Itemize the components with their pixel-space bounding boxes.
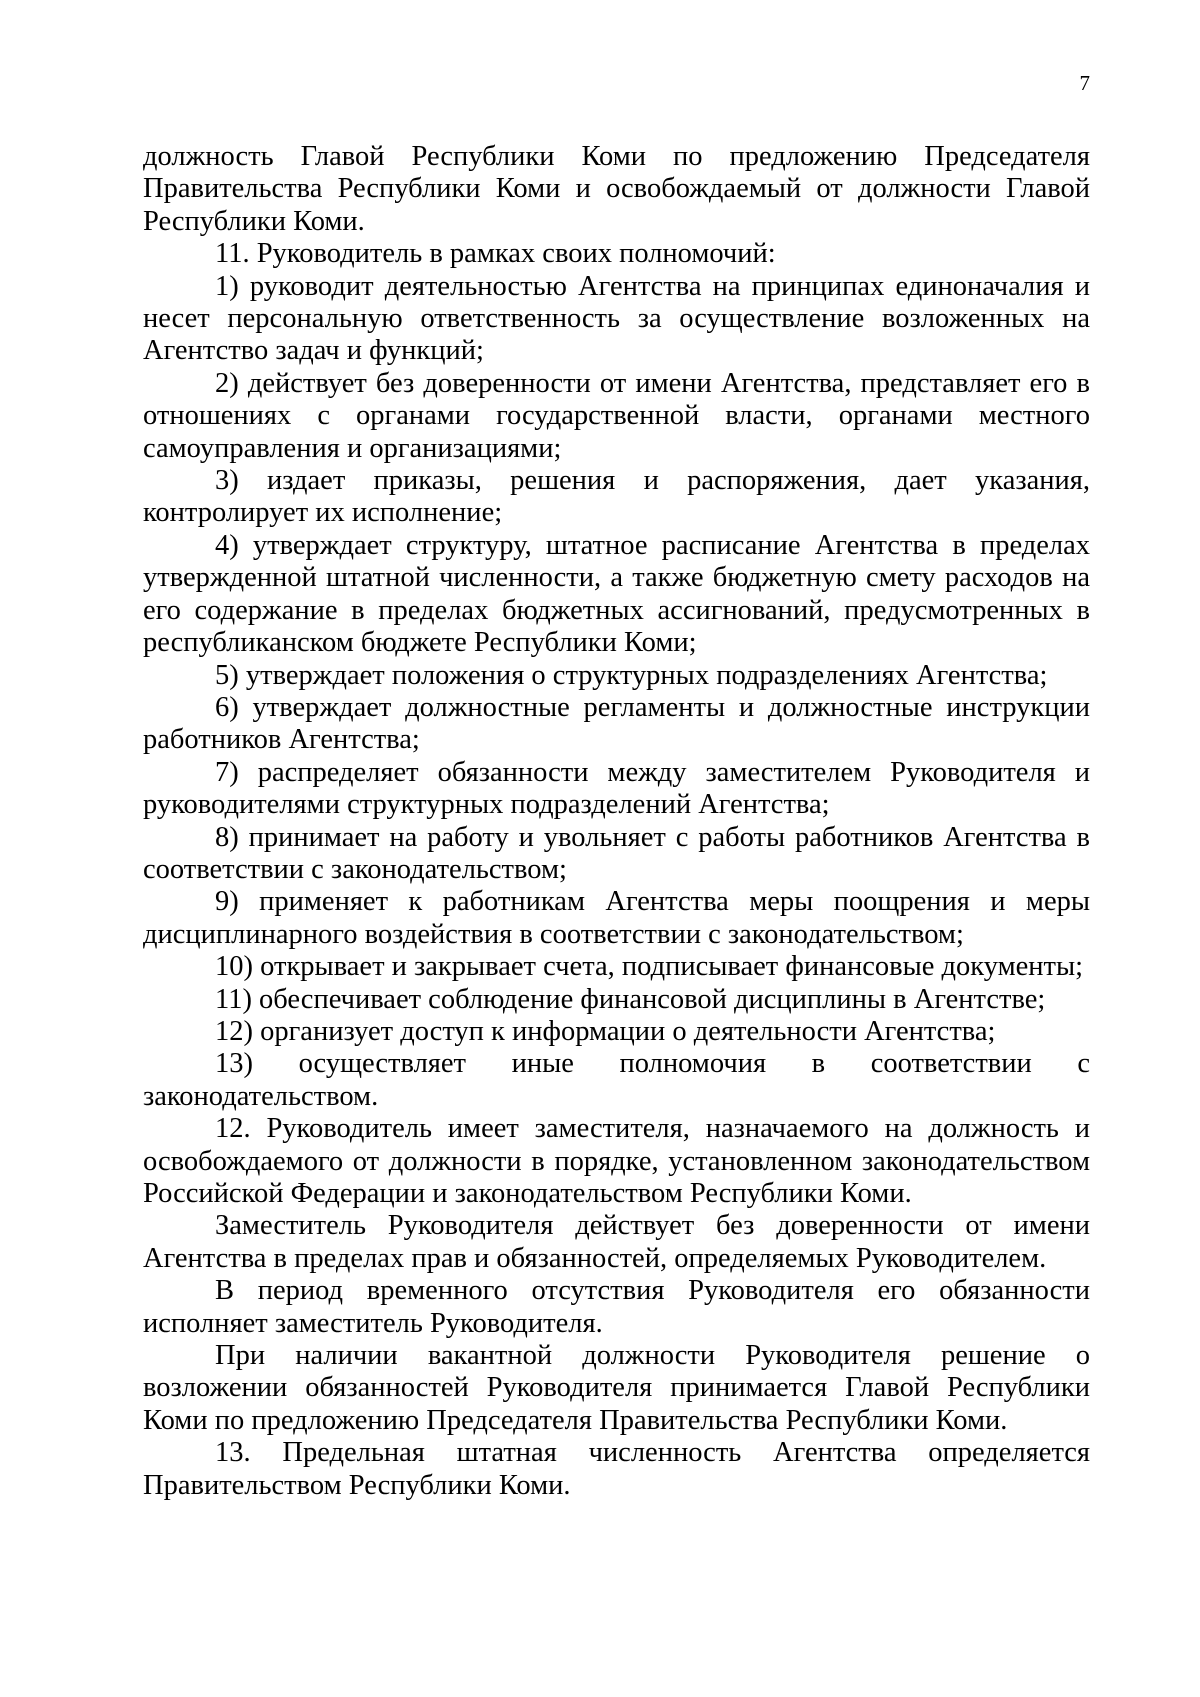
list-item-11-4: 4) утверждает структуру, штатное расписание Агентства в пределах утвержденной штатной численности, а также бюджетную смету расходов на его содержание в пределах бюджетных ассигнований, предусмотренных в республиканском бюджете Республики Коми; bbox=[143, 529, 1090, 659]
paragraph-deputy-acts: Заместитель Руководителя действует без доверенности от имени Агентства в пределах прав и обязанностей, определяемых Руководителем. bbox=[143, 1210, 1090, 1274]
list-item-11-5: 5) утверждает положения о структурных подразделениях Агентства; bbox=[215, 659, 1048, 691]
list-item-11-1: 1) руководит деятельностью Агентства на принципах единоначалия и несет персональную ответственность за осуществление возложенных на Агентство задач и функций; bbox=[143, 270, 1090, 367]
list-item-11-2: 2) действует без доверенности от имени Агентства, представляет его в отношениях с органами государственной власти, органами местного самоуправления и организациями; bbox=[143, 367, 1090, 464]
list-item-11-3: 3) издает приказы, решения и распоряжения, дает указания, контролирует их исполнение; bbox=[143, 465, 1090, 529]
list-item-11-6: 6) утверждает должностные регламенты и должностные инструкции работников Агентства; bbox=[143, 691, 1090, 756]
paragraph-13-staff-limit: 13. Предельная штатная численность Агентства определяется Правительством Республики Коми. bbox=[143, 1437, 1090, 1501]
list-item-11-11: 11) обеспечивает соблюдение финансовой дисциплины в Агентстве; bbox=[215, 983, 1046, 1015]
paragraph-appointment-continuation: должность Главой Республики Коми по предложению Председателя Правительства Республики Коми и освобождаемый от должности Главой Республики Коми. bbox=[143, 141, 1090, 237]
paragraph-11-head-powers: 11. Руководитель в рамках своих полномочий: bbox=[215, 238, 776, 270]
paragraph-vacant-position: При наличии вакантной должности Руководителя решение о возложении обязанностей Руководителя принимается Главой Республики Коми по предложению Председателя Правительства Республики Коми. bbox=[143, 1340, 1090, 1436]
list-item-11-9: 9) применяет к работникам Агентства меры поощрения и меры дисциплинарного воздействия в соответствии с законодательством; bbox=[143, 886, 1090, 950]
list-item-11-12: 12) организует доступ к информации о деятельности Агентства; bbox=[215, 1015, 996, 1047]
list-item-11-13: 13) осуществляет иные полномочия в соответствии с законодательством. bbox=[143, 1048, 1090, 1112]
page-number: 7 bbox=[1079, 71, 1090, 95]
document-body bbox=[143, 141, 1090, 1502]
list-item-11-7: 7) распределяет обязанности между заместителем Руководителя и руководителями структурных подразделений Агентства; bbox=[143, 756, 1090, 821]
paragraph-12-deputy: 12. Руководитель имеет заместителя, назначаемого на должность и освобождаемого от должности в порядке, установленном законодательством Российской Федерации и законодательством Республики Коми. bbox=[143, 1113, 1090, 1209]
list-item-11-8: 8) принимает на работу и увольняет с работы работников Агентства в соответствии с законодательством; bbox=[143, 821, 1090, 885]
paragraph-temporary-absence: В период временного отсутствия Руководителя его обязанности исполняет заместитель Руководителя. bbox=[143, 1275, 1090, 1339]
list-item-11-10: 10) открывает и закрывает счета, подписывает финансовые документы; bbox=[215, 951, 1084, 983]
